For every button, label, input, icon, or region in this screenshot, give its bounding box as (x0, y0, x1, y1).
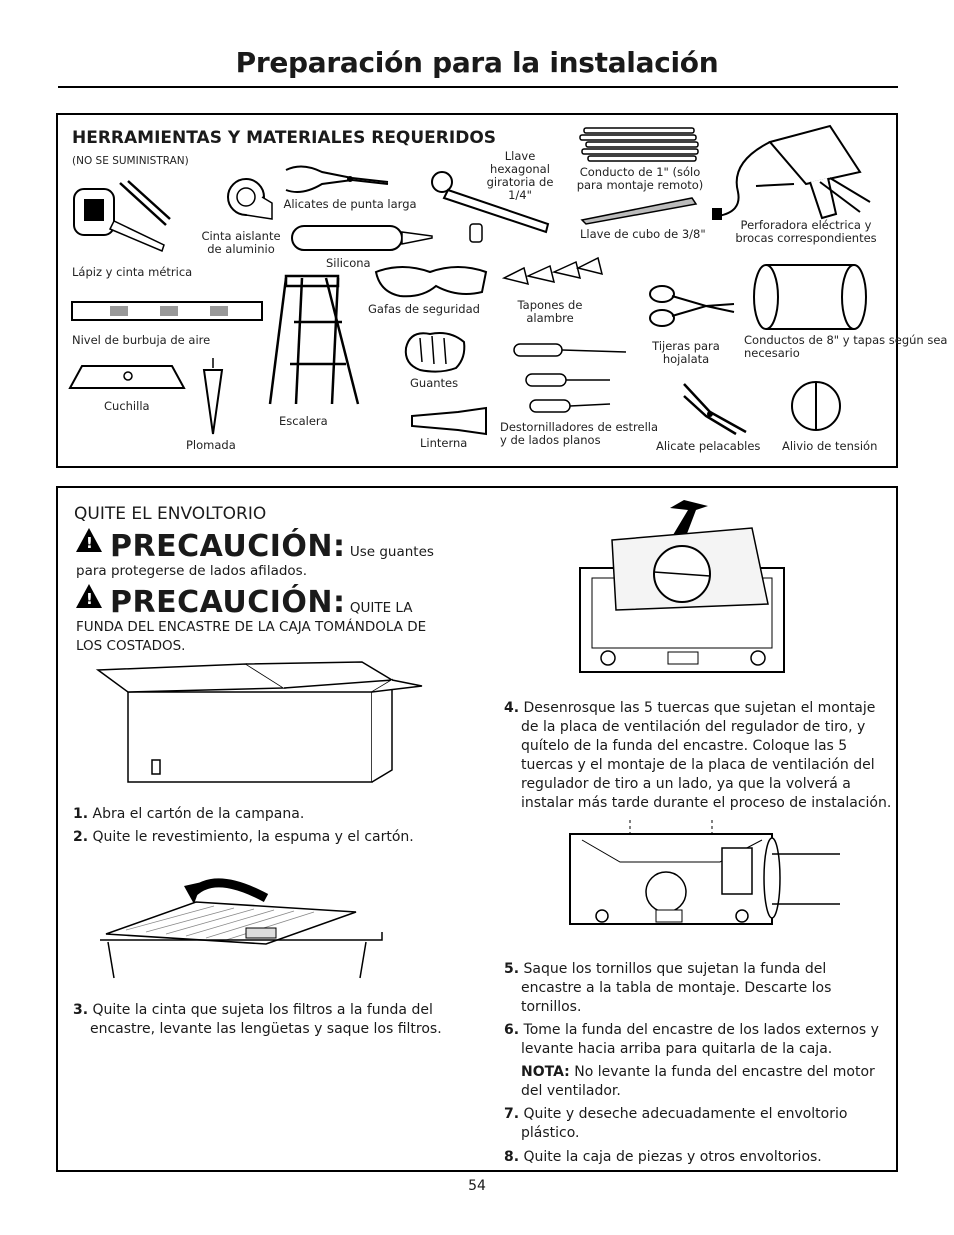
label-strippers: Alicate pelacables (656, 439, 761, 453)
label-gloves: Guantes (410, 376, 459, 390)
label-goggles: Gafas de seguridad (368, 302, 480, 316)
label-strain: Alivio de tensión (782, 439, 878, 453)
tape-roll-icon (224, 175, 276, 223)
screwdrivers-icon (510, 340, 630, 416)
label-tape: Cinta aislante de aluminio (201, 229, 281, 256)
caution-1 (76, 528, 456, 581)
caution-2-title: PRECAUCIÓN: (110, 585, 346, 620)
damper-plate-illustration (572, 500, 792, 686)
label-ladder: Escalera (279, 414, 328, 428)
caution-2-text: QUITE LA FUNDA DEL ENCASTRE DE LA CAJA TOMÁNDOLA DE LOS COSTADOS. (76, 600, 427, 654)
ladder-icon (266, 274, 362, 410)
step-4: 4. Desenrosque las 5 tuercas que sujetan el montaje de la placa de ventilación del regulador de tiro, y quítelo de la funda del encastre. Coloque las 5 tuercas y el montaje de la placa de ventilación del regulador de tiro a un lado, ya que la volverá a instalar más tarde durante el proceso de instalación. (504, 700, 892, 811)
caution-1-text: Use guantes para protegerse de lados afilados. (76, 544, 434, 579)
socket-extension-icon (580, 196, 700, 224)
caution-1-title: PRECAUCIÓN: (110, 529, 346, 564)
utility-knife-icon (68, 362, 188, 392)
socket-small-icon (468, 222, 486, 246)
label-level: Nivel de burbuja de aire (72, 333, 211, 347)
tape-measure-icon (70, 175, 170, 255)
step-1: 1. Abra el cartón de la campana. (73, 806, 305, 822)
label-socket: Llave de cubo de 3/8" (580, 227, 706, 241)
label-flashlight: Linterna (420, 436, 468, 450)
label-pliers: Alicates de punta larga (283, 197, 417, 211)
label-silicone: Silicona (326, 256, 371, 270)
drill-icon (710, 122, 880, 222)
step-5: 5. Saque los tornillos que sujetan la funda del encastre a la tabla de montaje. Descarte los tornillos. (504, 961, 832, 1015)
label-pencil-tape: Lápiz y cinta métrica (72, 265, 193, 279)
page-title: Preparación para la instalación (235, 46, 719, 79)
conduit-icon (578, 126, 708, 162)
label-ducts: Conductos de 8" y tapas según sea necesario (744, 333, 948, 360)
label-snips: Tijeras para hojalata (652, 339, 720, 366)
label-wirenuts: Tapones de alambre (517, 298, 583, 325)
warning-icon (76, 584, 102, 608)
label-knife: Cuchilla (104, 399, 150, 413)
goggles-icon (372, 262, 490, 300)
caution-2 (76, 584, 436, 656)
carton-illustration (96, 662, 426, 792)
step-6: 6. Tome la funda del encastre de los lados externos y levante hacia arriba para quitarla de la caja. (504, 1022, 879, 1057)
tin-snips-icon (646, 282, 738, 328)
duct-icon (750, 262, 870, 332)
label-conduit: Conducto de 1" (sólo para montaje remoto) (576, 165, 704, 192)
liner-illustration (562, 820, 842, 928)
strain-relief-icon (786, 376, 846, 434)
step-3: 3. Quite la cinta que sujeta los filtros a la funda del encastre, levante las lengüetas y saque los filtros. (73, 1002, 442, 1037)
note: NOTA: No levante la funda del encastre del motor del ventilador. (521, 1064, 875, 1099)
silicone-icon (290, 222, 436, 254)
wrench-icon (428, 168, 558, 236)
title-rule (58, 86, 898, 88)
label-screwdrivers: Destornilladores de estrella y de lados planos (500, 420, 659, 447)
tools-heading: HERRAMIENTAS Y MATERIALES REQUERIDOS (72, 128, 497, 148)
page-number: 54 (468, 1178, 486, 1194)
gloves-icon (400, 328, 470, 374)
step-2: 2. Quite le revestimiento, la espuma y el cartón. (73, 829, 414, 845)
step-8: 8. Quite la caja de piezas y otros envoltorios. (504, 1149, 822, 1165)
label-wrench: Llave hexagonal giratoria de 1/4" (486, 149, 554, 202)
wire-strippers-icon (680, 380, 752, 436)
pliers-icon (282, 160, 392, 198)
step-7: 7. Quite y deseche adecuadamente el envoltorio plástico. (504, 1106, 848, 1141)
wire-nuts-icon (500, 254, 604, 294)
label-drill: Perforadora eléctrica y brocas correspondientes (735, 218, 877, 245)
level-icon (70, 298, 266, 324)
plumb-bob-icon (200, 358, 226, 436)
label-plumb: Plomada (186, 438, 236, 452)
filter-illustration (96, 860, 386, 980)
unpack-heading: QUITE EL ENVOLTORIO (74, 504, 267, 524)
warning-icon (76, 528, 102, 552)
flashlight-icon (408, 406, 490, 436)
tools-subheading: (NO SE SUMINISTRAN) (72, 155, 189, 167)
